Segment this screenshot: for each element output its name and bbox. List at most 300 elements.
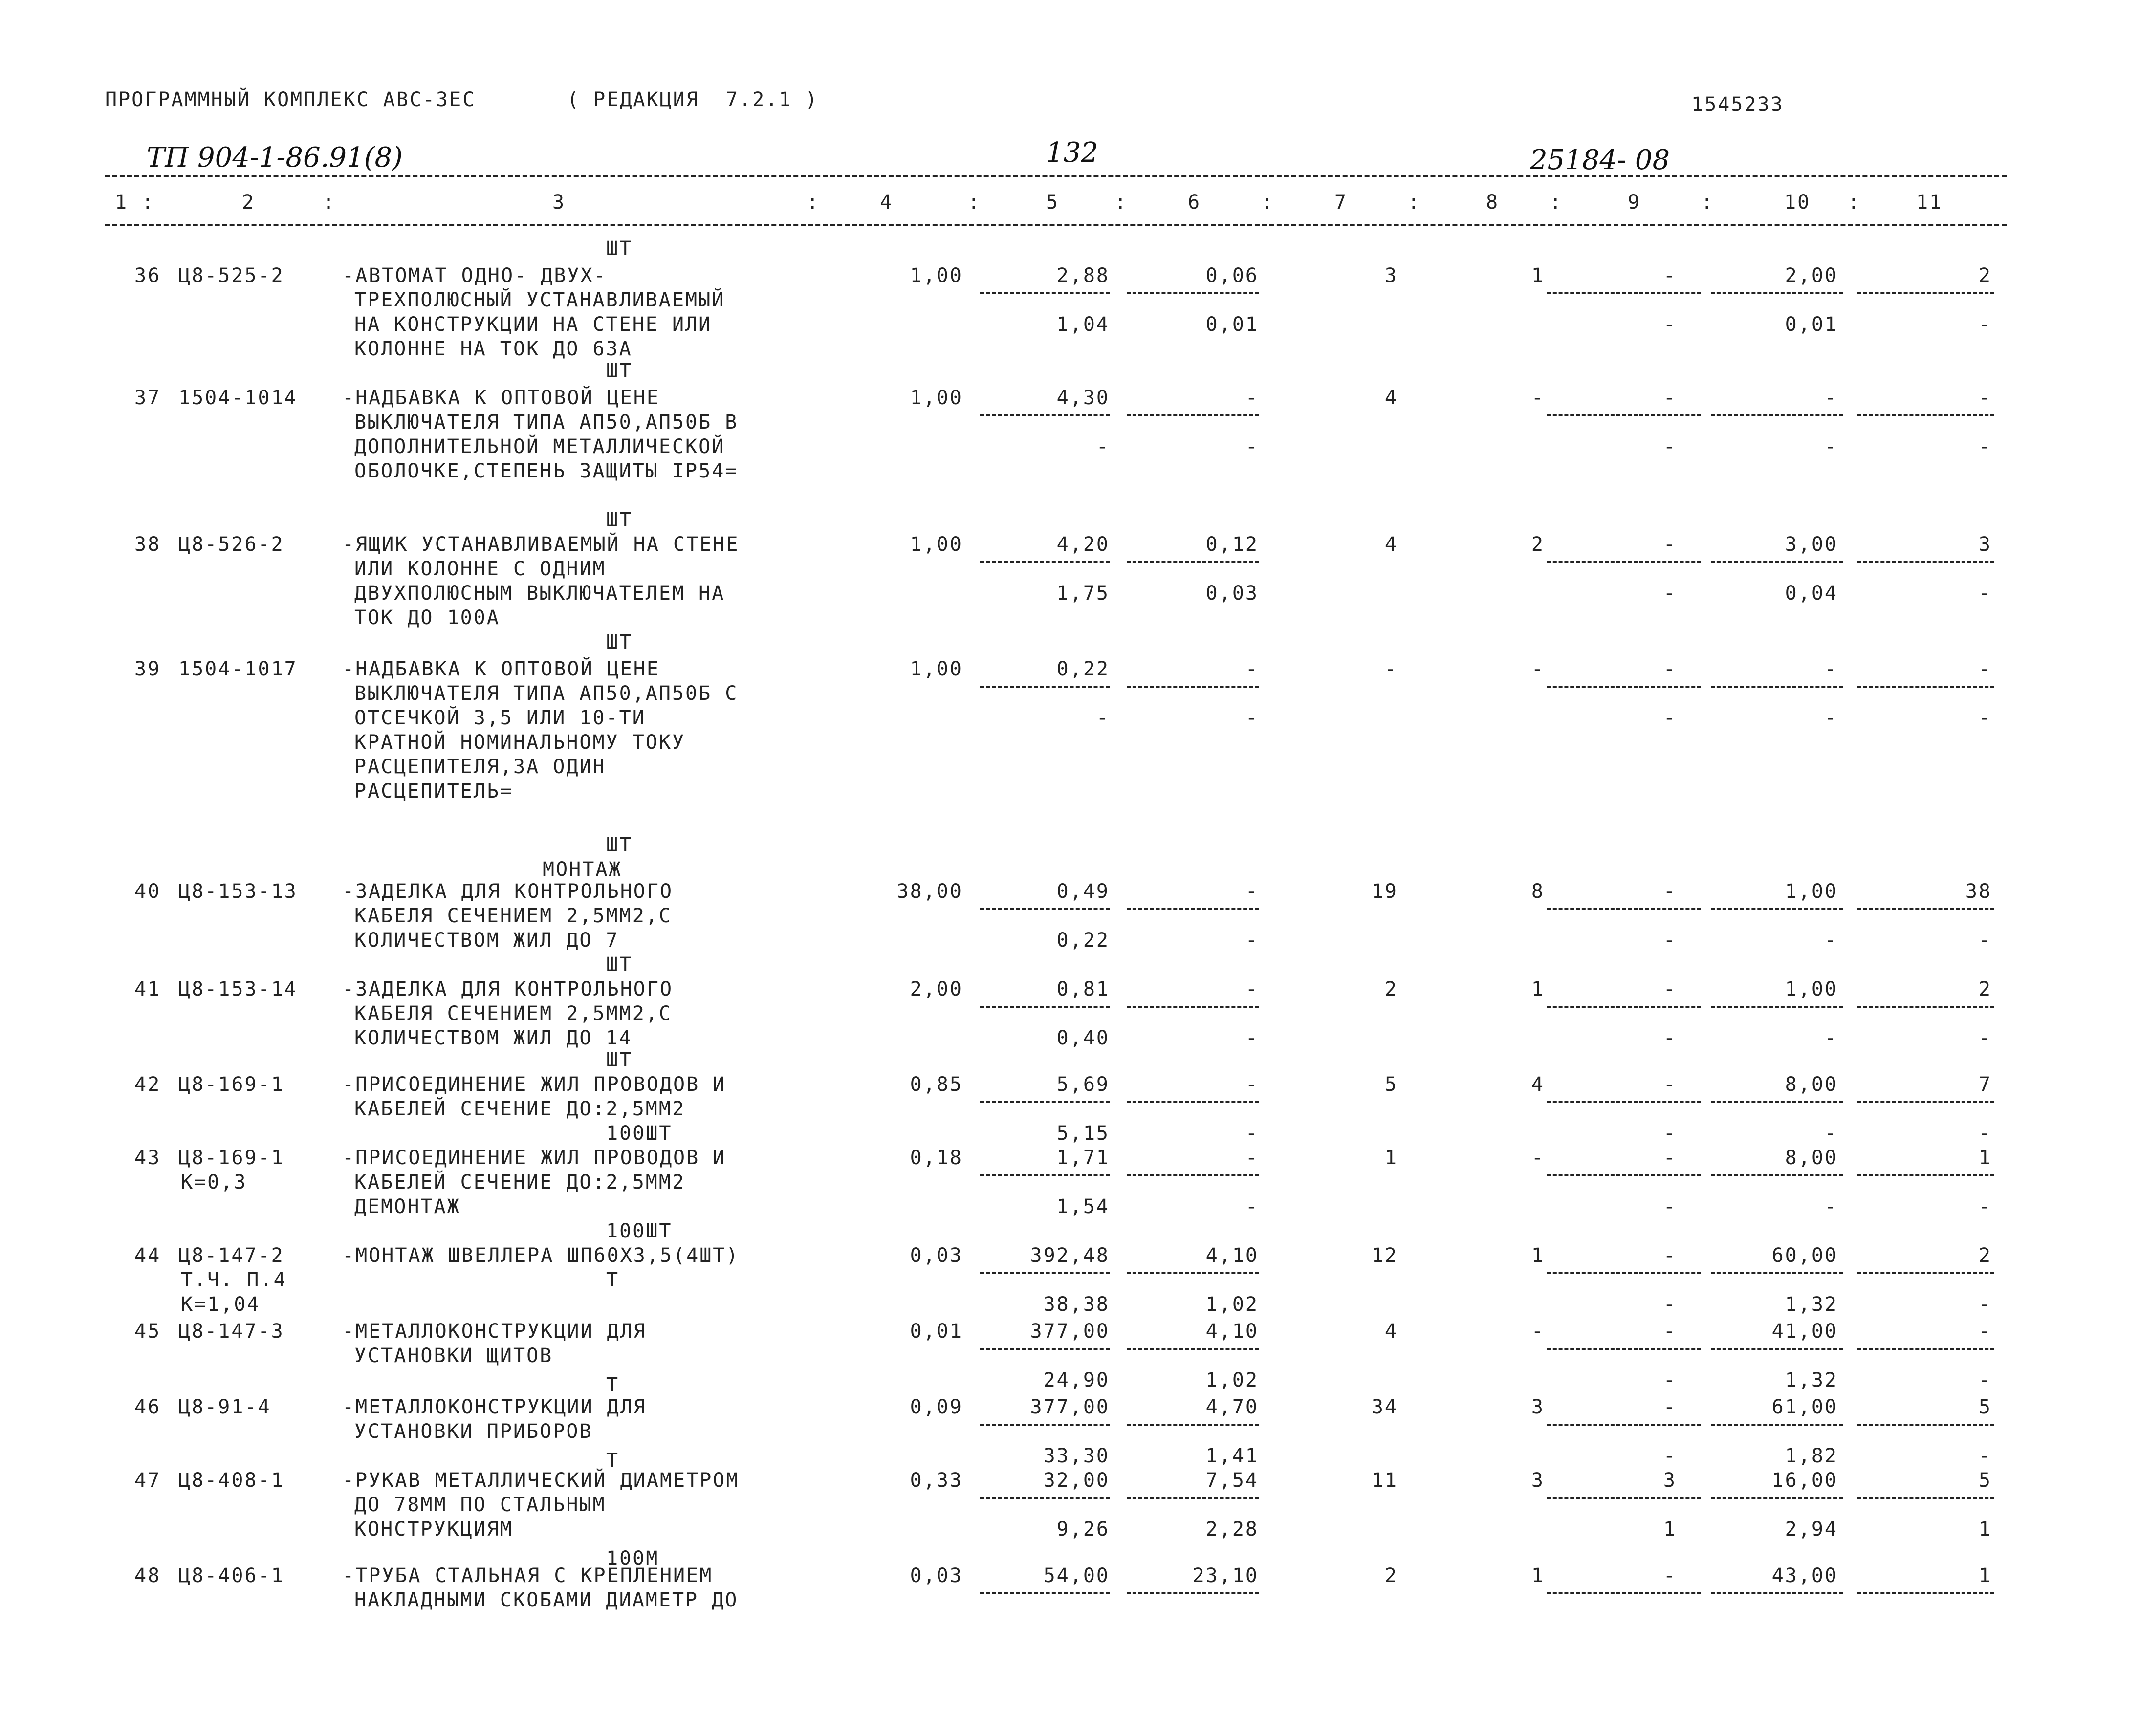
value-divider xyxy=(1547,1006,1701,1008)
item-description: -МЕТАЛЛОКОНСТРУКЦИИ ДЛЯ xyxy=(342,1396,647,1418)
unit-label: ШТ xyxy=(606,1049,633,1071)
cell-c6b: 1,02 xyxy=(1205,1369,1259,1391)
value-divider xyxy=(1711,1272,1843,1274)
item-description: УСТАНОВКИ ЩИТОВ xyxy=(354,1345,553,1367)
cell-c6b: 2,28 xyxy=(1205,1518,1259,1541)
rate-code: 1504-1017 xyxy=(178,658,298,680)
cell-c9b: - xyxy=(1663,1369,1677,1391)
unit-label: 100ШТ xyxy=(606,1122,673,1145)
cell-c11b: - xyxy=(1978,1195,1992,1218)
value-divider xyxy=(1127,414,1259,416)
item-description: -НАДБАВКА К ОПТОВОЙ ЦЕНЕ xyxy=(342,658,660,680)
cell-c5b: - xyxy=(1096,707,1110,729)
value-divider xyxy=(1547,1174,1701,1176)
handwritten-project: ТП 904-1-86.91(8) xyxy=(147,142,403,174)
column-separator: : xyxy=(1114,191,1128,214)
cell-c10b: 1,32 xyxy=(1785,1369,1838,1391)
cell-c5: 0,81 xyxy=(1056,978,1110,1000)
cell-c5: 5,69 xyxy=(1056,1073,1110,1096)
rate-code: Ц8-406-1 xyxy=(178,1564,284,1587)
item-description: КАБЕЛЕЙ СЕЧЕНИЕ ДО:2,5ММ2 xyxy=(354,1098,686,1120)
cell-c6: 0,12 xyxy=(1205,533,1259,556)
cell-c5: 377,00 xyxy=(1030,1320,1110,1343)
cell-c5: 54,00 xyxy=(1043,1564,1110,1587)
item-description: -ЯЩИК УСТАНАВЛИВАЕМЫЙ НА СТЕНЕ xyxy=(342,533,740,556)
value-divider xyxy=(980,1348,1110,1350)
cell-c11: 2 xyxy=(1978,264,1992,287)
section-label: МОНТАЖ xyxy=(543,858,622,881)
column-header-8: 8 xyxy=(1486,191,1500,214)
cell-c11b: - xyxy=(1978,1369,1992,1391)
column-header-3: 3 xyxy=(552,191,566,214)
value-divider xyxy=(980,1424,1110,1426)
cell-c8: 3 xyxy=(1531,1469,1545,1492)
cell-c5b: 5,15 xyxy=(1056,1122,1110,1145)
value-divider xyxy=(1127,1101,1259,1103)
rate-code: Ц8-91-4 xyxy=(178,1396,271,1418)
cell-c8: - xyxy=(1531,1320,1545,1343)
cell-c6b: - xyxy=(1245,1122,1259,1145)
unit-label: 100ШТ xyxy=(606,1220,673,1242)
value-divider xyxy=(1711,1348,1843,1350)
cell-c4: 1,00 xyxy=(910,533,963,556)
cell-c8: 1 xyxy=(1531,1244,1545,1267)
cell-c11: 3 xyxy=(1978,533,1992,556)
cell-c5b: 1,54 xyxy=(1056,1195,1110,1218)
cell-c5: 2,88 xyxy=(1056,264,1110,287)
rate-code: Ц8-169-1 xyxy=(178,1147,284,1169)
cell-c11b: - xyxy=(1978,582,1992,605)
cell-c10: 1,00 xyxy=(1785,978,1838,1000)
value-divider xyxy=(1857,1272,1994,1274)
row-number: 44 xyxy=(134,1244,161,1267)
cell-c9: - xyxy=(1663,533,1677,556)
cell-c6: 4,10 xyxy=(1205,1244,1259,1267)
unit-label: 100М xyxy=(606,1547,659,1570)
cell-c11b: - xyxy=(1978,435,1992,458)
value-divider xyxy=(1547,1348,1701,1350)
item-description: -АВТОМАТ ОДНО- ДВУХ- xyxy=(342,264,607,287)
unit-label: Т xyxy=(606,1450,620,1472)
cell-c5: 1,71 xyxy=(1056,1147,1110,1169)
value-divider xyxy=(1857,561,1994,563)
cell-c4: 0,03 xyxy=(910,1244,963,1267)
cell-c5b: 1,04 xyxy=(1056,313,1110,336)
cell-c4: 0,85 xyxy=(910,1073,963,1096)
value-divider xyxy=(1127,561,1259,563)
row-number: 43 xyxy=(134,1147,161,1169)
row-number: 42 xyxy=(134,1073,161,1096)
cell-c10b: 2,94 xyxy=(1785,1518,1838,1541)
cell-c6b: - xyxy=(1245,435,1259,458)
cell-c8: 2 xyxy=(1531,533,1545,556)
cell-c6: - xyxy=(1245,658,1259,680)
cell-c11: - xyxy=(1978,1320,1992,1343)
column-header-11: 11 xyxy=(1916,191,1943,214)
cell-c11: 7 xyxy=(1978,1073,1992,1096)
cell-c10: 2,00 xyxy=(1785,264,1838,287)
cell-c6b: 1,02 xyxy=(1205,1293,1259,1316)
rate-code: Ц8-526-2 xyxy=(178,533,284,556)
value-divider xyxy=(980,1101,1110,1103)
header-rule-bottom xyxy=(105,224,2007,226)
cell-c10b: 0,01 xyxy=(1785,313,1838,336)
value-divider xyxy=(1711,292,1843,294)
cell-c9b: - xyxy=(1663,582,1677,605)
cell-c6: - xyxy=(1245,387,1259,409)
value-divider xyxy=(980,686,1110,688)
column-header-4: 4 xyxy=(880,191,894,214)
value-divider xyxy=(1127,1592,1259,1594)
cell-c10b: - xyxy=(1824,1122,1838,1145)
cell-c8: 4 xyxy=(1531,1073,1545,1096)
cell-c11b: - xyxy=(1978,1293,1992,1316)
value-divider xyxy=(1857,1497,1994,1499)
cell-c11b: - xyxy=(1978,1445,1992,1467)
item-description: КОЛИЧЕСТВОМ ЖИЛ ДО 14 xyxy=(354,1027,633,1049)
value-divider xyxy=(1127,908,1259,910)
cell-c9: - xyxy=(1663,1073,1677,1096)
cell-c4: 38,00 xyxy=(896,880,963,903)
cell-c6: 23,10 xyxy=(1192,1564,1259,1587)
cell-c4: 1,00 xyxy=(910,387,963,409)
value-divider xyxy=(1127,292,1259,294)
value-divider xyxy=(1857,292,1994,294)
column-header-7: 7 xyxy=(1334,191,1348,214)
item-description: КОЛИЧЕСТВОМ ЖИЛ ДО 7 xyxy=(354,929,619,952)
cell-c5b: 1,75 xyxy=(1056,582,1110,605)
item-description: ТРЕХПОЛЮСНЫЙ УСТАНАВЛИВАЕМЫЙ xyxy=(354,289,725,311)
column-separator: : xyxy=(1848,191,1861,214)
column-separator: : xyxy=(1701,191,1715,214)
cell-c5b: 0,40 xyxy=(1056,1027,1110,1049)
cell-c6: 4,10 xyxy=(1205,1320,1259,1343)
cell-c9b: - xyxy=(1663,435,1677,458)
cell-c11: 5 xyxy=(1978,1469,1992,1492)
row-number: 36 xyxy=(134,264,161,287)
cell-c11: - xyxy=(1978,658,1992,680)
cell-c7: 11 xyxy=(1371,1469,1398,1492)
value-divider xyxy=(980,561,1110,563)
value-divider xyxy=(1127,686,1259,688)
cell-c10: 8,00 xyxy=(1785,1147,1838,1169)
cell-c4: 0,09 xyxy=(910,1396,963,1418)
rate-code: Ц8-408-1 xyxy=(178,1469,284,1492)
handwritten-page: 132 xyxy=(1046,137,1098,169)
cell-c9b: - xyxy=(1663,929,1677,952)
cell-c9: - xyxy=(1663,264,1677,287)
item-description: ИЛИ КОЛОННЕ С ОДНИМ xyxy=(354,558,606,580)
item-description: НАКЛАДНЫМИ СКОБАМИ ДИАМЕТР ДО xyxy=(354,1589,739,1611)
cell-c5b: 33,30 xyxy=(1043,1445,1110,1467)
value-divider xyxy=(980,1497,1110,1499)
item-description: ДВУХПОЛЮСНЫМ ВЫКЛЮЧАТЕЛЕМ НА xyxy=(354,582,725,605)
unit-label: ШТ xyxy=(606,631,633,653)
value-divider xyxy=(1711,1424,1843,1426)
cell-c7: - xyxy=(1384,658,1398,680)
cell-c7: 4 xyxy=(1384,387,1398,409)
cell-c10: 3,00 xyxy=(1785,533,1838,556)
item-description: -РУКАВ МЕТАЛЛИЧЕСКИЙ ДИАМЕТРОМ xyxy=(342,1469,740,1492)
row-number: 41 xyxy=(134,978,161,1000)
cell-c11: 5 xyxy=(1978,1396,1992,1418)
value-divider xyxy=(980,1272,1110,1274)
cell-c6b: - xyxy=(1245,707,1259,729)
item-description: УСТАНОВКИ ПРИБОРОВ xyxy=(354,1420,593,1443)
cell-c11b: - xyxy=(1978,1122,1992,1145)
value-divider xyxy=(1711,1101,1843,1103)
cell-c7: 4 xyxy=(1384,1320,1398,1343)
cell-c9b: - xyxy=(1663,1122,1677,1145)
rate-code: Ц8-147-3 xyxy=(178,1320,284,1343)
cell-c11b: - xyxy=(1978,1027,1992,1049)
cell-c11: 38 xyxy=(1965,880,1992,903)
value-divider xyxy=(1857,1592,1994,1594)
row-number: 39 xyxy=(134,658,161,680)
cell-c7: 5 xyxy=(1384,1073,1398,1096)
item-description: -НАДБАВКА К ОПТОВОЙ ЦЕНЕ xyxy=(342,387,660,409)
cell-c8: - xyxy=(1531,387,1545,409)
value-divider xyxy=(1857,1174,1994,1176)
value-divider xyxy=(980,1006,1110,1008)
rate-code: Ц8-147-2 xyxy=(178,1244,284,1267)
value-divider xyxy=(1857,1348,1994,1350)
cell-c9: - xyxy=(1663,1244,1677,1267)
item-description: -МОНТАЖ ШВЕЛЛЕРА ШП60Х3,5(4ШТ) xyxy=(342,1244,740,1267)
value-divider xyxy=(1857,908,1994,910)
cell-c5b: 38,38 xyxy=(1043,1293,1110,1316)
cell-c10b: - xyxy=(1824,1027,1838,1049)
cell-c9: - xyxy=(1663,1147,1677,1169)
cell-c5b: 0,22 xyxy=(1056,929,1110,952)
cell-c9b: 1 xyxy=(1663,1518,1677,1541)
unit-label: ШТ xyxy=(606,954,633,976)
item-description: ВЫКЛЮЧАТЕЛЯ ТИПА АП50,АП50Б С xyxy=(354,682,739,705)
item-description: ДО 78ММ ПО СТАЛЬНЫМ xyxy=(354,1494,606,1516)
row-number: 37 xyxy=(134,387,161,409)
cell-c9: - xyxy=(1663,880,1677,903)
cell-c11b: - xyxy=(1978,929,1992,952)
value-divider xyxy=(1127,1348,1259,1350)
cell-c11b: - xyxy=(1978,313,1992,336)
cell-c10b: 1,82 xyxy=(1785,1445,1838,1467)
item-description: ДОПОЛНИТЕЛЬНОЙ МЕТАЛЛИЧЕСКОЙ xyxy=(354,435,725,458)
cell-c6: - xyxy=(1245,1073,1259,1096)
column-header-10: 10 xyxy=(1784,191,1811,214)
cell-c8: 1 xyxy=(1531,978,1545,1000)
value-divider xyxy=(1711,1006,1843,1008)
document-number: 1545233 xyxy=(1691,93,1784,116)
value-divider xyxy=(980,292,1110,294)
cell-c4: 0,01 xyxy=(910,1320,963,1343)
value-divider xyxy=(1857,686,1994,688)
value-divider xyxy=(1127,1174,1259,1176)
cell-c10b: - xyxy=(1824,435,1838,458)
item-description: НА КОНСТРУКЦИИ НА СТЕНЕ ИЛИ xyxy=(354,313,712,336)
item-description: КОЛОННЕ НА ТОК ДО 63А xyxy=(354,338,633,360)
cell-c10: - xyxy=(1824,387,1838,409)
cell-c8: 8 xyxy=(1531,880,1545,903)
cell-c6b: 0,01 xyxy=(1205,313,1259,336)
value-divider xyxy=(1711,561,1843,563)
item-description: ОБОЛОЧКЕ,СТЕПЕНЬ ЗАЩИТЫ IP54= xyxy=(354,460,739,482)
cell-c6b: 1,41 xyxy=(1205,1445,1259,1467)
value-divider xyxy=(1127,1497,1259,1499)
cell-c7: 1 xyxy=(1384,1147,1398,1169)
cell-c11: 1 xyxy=(1978,1147,1992,1169)
cell-c11: 2 xyxy=(1978,978,1992,1000)
cell-c4: 0,33 xyxy=(910,1469,963,1492)
value-divider xyxy=(980,1592,1110,1594)
cell-c5b: - xyxy=(1096,435,1110,458)
unit-label: ШТ xyxy=(606,360,633,382)
column-separator: : xyxy=(1261,191,1275,214)
cell-c7: 12 xyxy=(1371,1244,1398,1267)
item-description: РАСЦЕПИТЕЛЯ,ЗА ОДИН xyxy=(354,756,606,778)
value-divider xyxy=(1547,1272,1701,1274)
rate-code: К=0,3 xyxy=(181,1171,247,1194)
handwritten-code: 25184- 08 xyxy=(1530,144,1670,176)
cell-c6: 4,70 xyxy=(1205,1396,1259,1418)
unit-label: Т xyxy=(606,1269,620,1291)
cell-c4: 1,00 xyxy=(910,658,963,680)
cell-c6: - xyxy=(1245,1147,1259,1169)
cell-c10: 61,00 xyxy=(1771,1396,1838,1418)
row-number: 45 xyxy=(134,1320,161,1343)
item-description: ДЕМОНТАЖ xyxy=(354,1195,460,1218)
value-divider xyxy=(1857,414,1994,416)
cell-c9: - xyxy=(1663,1564,1677,1587)
cell-c9b: - xyxy=(1663,707,1677,729)
value-divider xyxy=(1711,414,1843,416)
cell-c10: 8,00 xyxy=(1785,1073,1838,1096)
column-separator: : xyxy=(807,191,820,214)
cell-c8: - xyxy=(1531,658,1545,680)
cell-c6: - xyxy=(1245,978,1259,1000)
item-description: КАБЕЛЕЙ СЕЧЕНИЕ ДО:2,5ММ2 xyxy=(354,1171,686,1194)
rate-code: Т.Ч. П.4 xyxy=(181,1269,287,1291)
value-divider xyxy=(1711,1497,1843,1499)
column-separator: : xyxy=(1408,191,1421,214)
value-divider xyxy=(980,908,1110,910)
cell-c6b: - xyxy=(1245,929,1259,952)
cell-c10: 60,00 xyxy=(1771,1244,1838,1267)
cell-c9b: - xyxy=(1663,1027,1677,1049)
cell-c8: - xyxy=(1531,1147,1545,1169)
item-description: -ТРУБА СТАЛЬНАЯ С КРЕПЛЕНИЕМ xyxy=(342,1564,713,1587)
program-title: ПРОГРАММНЫЙ КОМПЛЕКС АВС-ЗЕС xyxy=(105,88,476,111)
cell-c4: 0,18 xyxy=(910,1147,963,1169)
item-description: -ПРИСОЕДИНЕНИЕ ЖИЛ ПРОВОДОВ И xyxy=(342,1073,726,1096)
cell-c9: 3 xyxy=(1663,1469,1677,1492)
cell-c7: 34 xyxy=(1371,1396,1398,1418)
value-divider xyxy=(1711,1174,1843,1176)
value-divider xyxy=(1547,1424,1701,1426)
item-description: КОНСТРУКЦИЯМ xyxy=(354,1518,513,1541)
cell-c6: - xyxy=(1245,880,1259,903)
cell-c5: 377,00 xyxy=(1030,1396,1110,1418)
item-description: ТОК ДО 100А xyxy=(354,607,500,629)
column-separator: : xyxy=(1550,191,1563,214)
cell-c9b: - xyxy=(1663,1293,1677,1316)
cell-c8: 1 xyxy=(1531,1564,1545,1587)
value-divider xyxy=(1547,414,1701,416)
cell-c10: 43,00 xyxy=(1771,1564,1838,1587)
value-divider xyxy=(1547,908,1701,910)
column-separator: : xyxy=(323,191,336,214)
rate-code: К=1,04 xyxy=(181,1293,261,1316)
column-header-1: 1 xyxy=(115,191,129,214)
value-divider xyxy=(1857,1424,1994,1426)
cell-c9b: - xyxy=(1663,1445,1677,1467)
item-description: РАСЦЕПИТЕЛЬ= xyxy=(354,780,513,803)
column-separator: : xyxy=(968,191,982,214)
cell-c4: 0,03 xyxy=(910,1564,963,1587)
value-divider xyxy=(980,414,1110,416)
cell-c11: 2 xyxy=(1978,1244,1992,1267)
value-divider xyxy=(1711,1592,1843,1594)
value-divider xyxy=(1127,1006,1259,1008)
unit-label: ШТ xyxy=(606,509,633,531)
rate-code: Ц8-169-1 xyxy=(178,1073,284,1096)
column-header-9: 9 xyxy=(1628,191,1641,214)
rate-code: Ц8-525-2 xyxy=(178,264,284,287)
item-description: ОТСЕЧКОЙ 3,5 ИЛИ 10-ТИ xyxy=(354,707,646,729)
unit-label: ШТ xyxy=(606,834,633,856)
row-number: 46 xyxy=(134,1396,161,1418)
column-header-6: 6 xyxy=(1188,191,1201,214)
value-divider xyxy=(1857,1006,1994,1008)
cell-c9: - xyxy=(1663,387,1677,409)
cell-c6: 7,54 xyxy=(1205,1469,1259,1492)
row-number: 38 xyxy=(134,533,161,556)
cell-c4: 1,00 xyxy=(910,264,963,287)
cell-c9b: - xyxy=(1663,313,1677,336)
cell-c5: 4,30 xyxy=(1056,387,1110,409)
cell-c8: 3 xyxy=(1531,1396,1545,1418)
value-divider xyxy=(1711,686,1843,688)
cell-c9: - xyxy=(1663,1396,1677,1418)
cell-c10: - xyxy=(1824,658,1838,680)
cell-c6b: 0,03 xyxy=(1205,582,1259,605)
cell-c5: 4,20 xyxy=(1056,533,1110,556)
cell-c7: 2 xyxy=(1384,978,1398,1000)
value-divider xyxy=(980,1174,1110,1176)
value-divider xyxy=(1547,686,1701,688)
cell-c5: 0,49 xyxy=(1056,880,1110,903)
row-number: 48 xyxy=(134,1564,161,1587)
rate-code: Ц8-153-13 xyxy=(178,880,298,903)
cell-c10b: 1,32 xyxy=(1785,1293,1838,1316)
cell-c11b: - xyxy=(1978,707,1992,729)
value-divider xyxy=(1127,1424,1259,1426)
unit-label: ШТ xyxy=(606,238,633,260)
cell-c10: 16,00 xyxy=(1771,1469,1838,1492)
cell-c6b: - xyxy=(1245,1195,1259,1218)
item-description: КАБЕЛЯ СЕЧЕНИЕМ 2,5ММ2,С xyxy=(354,905,672,927)
cell-c5: 0,22 xyxy=(1056,658,1110,680)
unit-label: Т xyxy=(606,1374,620,1396)
cell-c11: - xyxy=(1978,387,1992,409)
value-divider xyxy=(1711,908,1843,910)
value-divider xyxy=(1547,1592,1701,1594)
cell-c6: 0,06 xyxy=(1205,264,1259,287)
value-divider xyxy=(1547,1101,1701,1103)
cell-c10b: - xyxy=(1824,1195,1838,1218)
item-description: ВЫКЛЮЧАТЕЛЯ ТИПА АП50,АП50Б В xyxy=(354,411,739,434)
cell-c10b: - xyxy=(1824,707,1838,729)
cell-c10: 41,00 xyxy=(1771,1320,1838,1343)
